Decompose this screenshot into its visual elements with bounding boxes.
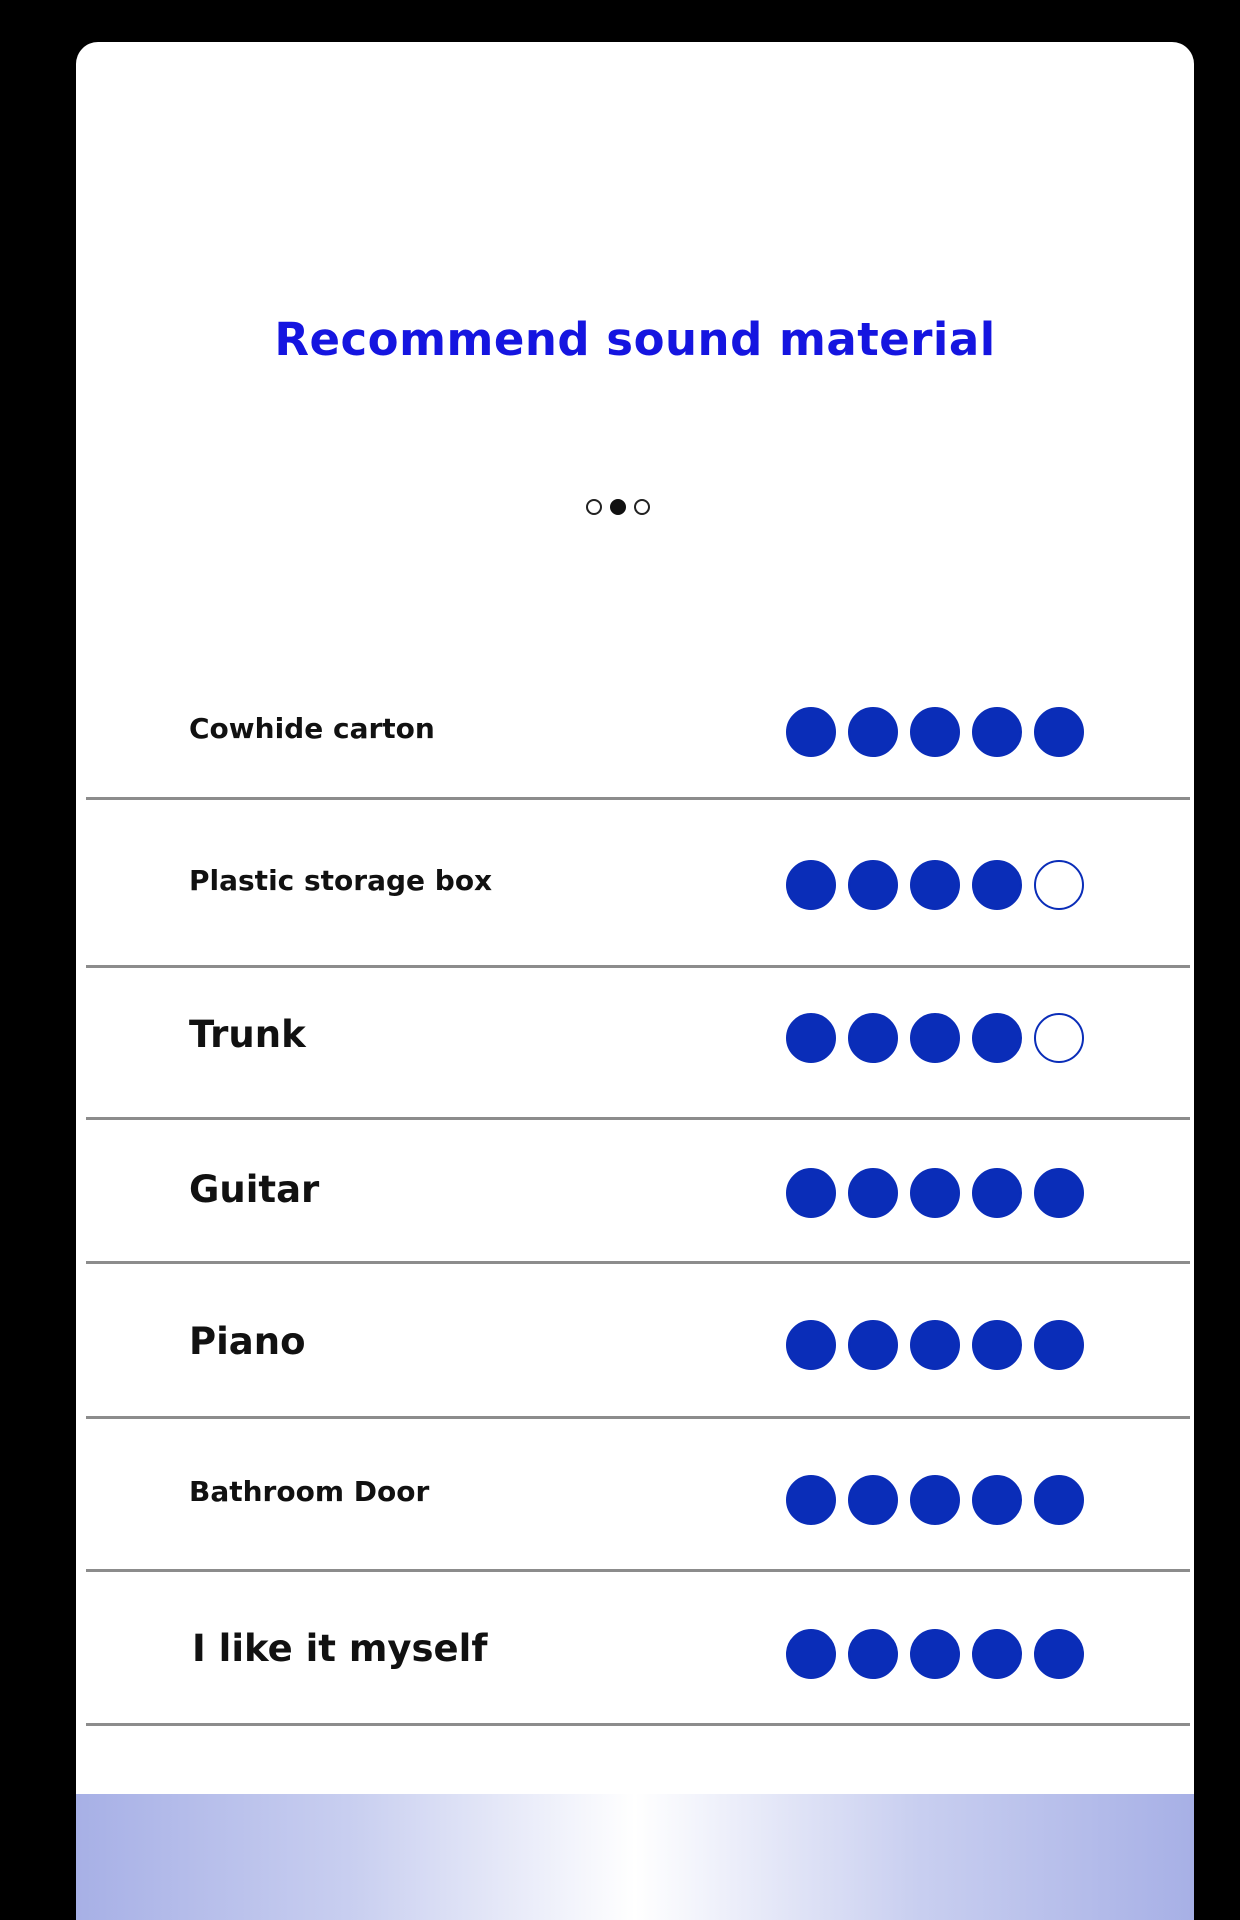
rating-filled-circle-icon bbox=[786, 860, 836, 910]
rating-filled-circle-icon bbox=[1034, 1168, 1084, 1218]
rating-filled-circle-icon bbox=[1034, 707, 1084, 757]
rating-filled-circle-icon bbox=[910, 1013, 960, 1063]
list-item bbox=[86, 967, 1190, 1119]
rating-filled-circle-icon bbox=[1034, 1629, 1084, 1679]
rating-empty-circle-icon bbox=[1034, 1013, 1084, 1063]
rating bbox=[786, 860, 1084, 910]
list-item bbox=[86, 682, 1190, 802]
rating-empty-circle-icon bbox=[1034, 860, 1084, 910]
rating-filled-circle-icon bbox=[972, 1629, 1022, 1679]
page-title: Recommend sound material bbox=[274, 313, 996, 366]
page-dot-3[interactable] bbox=[634, 499, 650, 515]
rating-filled-circle-icon bbox=[972, 1320, 1022, 1370]
rating-filled-circle-icon bbox=[786, 1475, 836, 1525]
rating-filled-circle-icon bbox=[972, 860, 1022, 910]
rating bbox=[786, 1013, 1084, 1063]
list-item bbox=[86, 1264, 1190, 1419]
rating-filled-circle-icon bbox=[910, 860, 960, 910]
rating bbox=[786, 1320, 1084, 1370]
rating-filled-circle-icon bbox=[786, 1168, 836, 1218]
rating bbox=[786, 1168, 1084, 1218]
rating-filled-circle-icon bbox=[972, 1168, 1022, 1218]
rating-filled-circle-icon bbox=[848, 1629, 898, 1679]
rating-filled-circle-icon bbox=[786, 1013, 836, 1063]
list-item bbox=[86, 802, 1190, 967]
rating-filled-circle-icon bbox=[848, 1320, 898, 1370]
rating-filled-circle-icon bbox=[910, 1629, 960, 1679]
material-label: Trunk bbox=[189, 1013, 306, 1056]
rating-filled-circle-icon bbox=[786, 1320, 836, 1370]
rating-filled-circle-icon bbox=[848, 860, 898, 910]
list-item bbox=[86, 1119, 1190, 1264]
rating-filled-circle-icon bbox=[848, 1013, 898, 1063]
material-label: I like it myself bbox=[192, 1627, 488, 1670]
page-indicator[interactable] bbox=[586, 497, 686, 517]
page-dot-2[interactable] bbox=[610, 499, 626, 515]
rating-filled-circle-icon bbox=[972, 707, 1022, 757]
rating-filled-circle-icon bbox=[910, 1168, 960, 1218]
rating bbox=[786, 1629, 1084, 1679]
material-label: Plastic storage box bbox=[189, 864, 493, 897]
rating bbox=[786, 707, 1084, 757]
list-item bbox=[86, 1419, 1190, 1571]
rating-filled-circle-icon bbox=[910, 1320, 960, 1370]
material-label: Guitar bbox=[189, 1168, 320, 1211]
divider bbox=[86, 1723, 1190, 1726]
page-dot-1[interactable] bbox=[586, 499, 602, 515]
rating-filled-circle-icon bbox=[1034, 1475, 1084, 1525]
rating-filled-circle-icon bbox=[1034, 1320, 1084, 1370]
rating-filled-circle-icon bbox=[848, 707, 898, 757]
rating-filled-circle-icon bbox=[786, 707, 836, 757]
rating-filled-circle-icon bbox=[910, 707, 960, 757]
content-card bbox=[76, 42, 1194, 1920]
rating-filled-circle-icon bbox=[972, 1475, 1022, 1525]
rating-filled-circle-icon bbox=[848, 1475, 898, 1525]
material-label: Bathroom Door bbox=[189, 1475, 430, 1508]
rating-filled-circle-icon bbox=[910, 1475, 960, 1525]
footer-gradient-band bbox=[76, 1794, 1194, 1920]
rating-filled-circle-icon bbox=[972, 1013, 1022, 1063]
list-item bbox=[86, 1571, 1190, 1726]
material-label: Cowhide carton bbox=[189, 712, 435, 745]
rating bbox=[786, 1475, 1084, 1525]
rating-filled-circle-icon bbox=[786, 1629, 836, 1679]
divider bbox=[86, 797, 1190, 800]
material-label: Piano bbox=[189, 1320, 306, 1363]
rating-filled-circle-icon bbox=[848, 1168, 898, 1218]
